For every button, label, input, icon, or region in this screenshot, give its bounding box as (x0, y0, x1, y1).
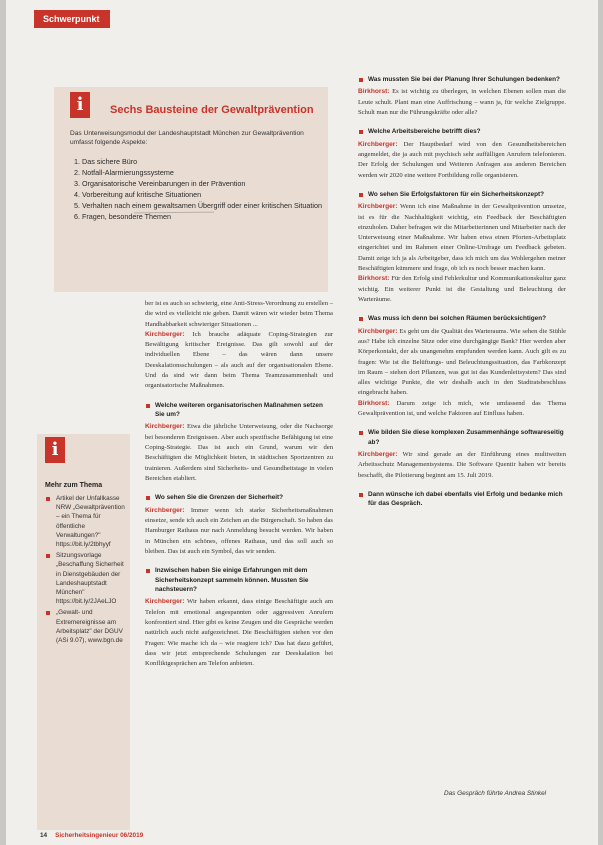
answer-text: Darum zeige ich mich, wie umfassend das Thema Gewaltprävention ist, und welche Faktoren auf Einfluss haben. (358, 399, 567, 418)
info-sidebar (37, 434, 130, 830)
answer-text: Für den Erfolg sind Fehlerkultur und Kommunikationskultur ganz wichtig. Ein weiterer Punkt ist die Gestaltung und Beleuchtung der Warteräume. (358, 275, 566, 303)
speaker-label: Birkhorst: (358, 275, 390, 283)
speaker-label: Birkhorst: (358, 88, 390, 96)
bausteine-list (70, 157, 330, 223)
right-column (358, 75, 566, 512)
paragraph (145, 330, 333, 392)
sidebar-title: Mehr zum Thema (45, 482, 103, 489)
magazine-page (6, 0, 598, 845)
question: Wie bilden Sie diese komplexen Zusammenhänge softwareseitig ab? (358, 428, 566, 447)
answer-text: Wenn ich eine Maßnahme in der Gewaltprävention umsetze, ist es für die Nachhaltigkeit wichtig, ein Feedback der Beschäftigten einzuholen. Daher befragen wir die Mitarbeiterinnen und Mitarbeiter nach der Unterweisung einer Maßnahme. Wir haben etwa einen Pforten-Arbeitsplatz eingerichtet und im Rahmen einer Online-Umfrage um Feedback gebeten. Damit zeige ich ja als Arbeitgeber, dass ich mich um das Wohlergehen meiner Beschäftigten kümmere und frage, ob ich es noch besser machen kann. (358, 203, 566, 273)
list-item: „Gewalt- und Extremereignisse am Arbeitsplatz" der DGUV (ASi 9.07), www.bgn.de (45, 608, 127, 645)
question: Welche Arbeitsbereiche betrifft dies? (358, 127, 566, 136)
magazine-name: Sicherheitsingenieur 06/2019 (55, 832, 144, 839)
paragraph (358, 87, 566, 118)
paragraph (145, 506, 333, 557)
paragraph: ber ist es auch so schwierig, eine Anti-Stress-Verordnung zu erstellen – die wird es vielleicht nie geben. Damit wären wir wieder beim Thema Handhabbarkeit schwieriger Situationen ... (145, 300, 333, 328)
list-item: 5. Verhalten nach einem gewaltsamen Übergriff oder einer kritischen Situation (82, 201, 330, 211)
paragraph (358, 327, 566, 399)
speaker-label: Kirchberger: (145, 330, 185, 338)
speaker-label: Kirchberger: (358, 140, 398, 148)
question: Wo sehen Sie Erfolgsfaktoren für ein Sicherheitskonzept? (358, 190, 566, 199)
speaker-label: Kirchberger: (145, 423, 185, 431)
info-icon: i (70, 92, 90, 118)
section-tag: Schwerpunkt (34, 10, 110, 28)
answer-text: Ich brauche adäquate Coping-Strategien zur Bewältigung kritischer Ereignisse. Das gilt sowohl auf der individuellen Ebene – das wären dann unsere Deeskalationsschulungen – als auch auf der organisationalen Ebene. Und da sind wir dann beim Thema Teamzusammenhalt und organisatorische Maßnahmen. (145, 330, 333, 390)
question: Inzwischen haben Sie einige Erfahrungen mit dem Sicherheitskonzept sammeln können. Mussten Sie nachsteuern? (145, 566, 333, 594)
list-item: Artikel der Unfallkasse NRW „Gewaltprävention – ein Thema für öffentliche Verwaltungen?" https://bit.ly/2tbhyyf (45, 494, 127, 549)
list-item: Sitzungsvorlage „Beschaffung Sicherheit in Dienstgebäuden der Landeshauptstadt München" https://bit.ly/2JAeLJO (45, 551, 127, 606)
answer-text: Der Hauptbedarf wird von den Gesundheitsbereichen angemeldet, die ja auch mit psychisch sehr auffälligen Anrufern telefonieren. Der Erfolg der Schulungen und Weiteren Anfragen aus anderen Bereichen werden wir 2020 eine weitere Fortbildung rolle organisieren. (358, 140, 566, 179)
question: Wo sehen Sie die Grenzen der Sicherheit? (145, 493, 333, 502)
answer-text: Immer wenn ich starke Sicherheitsmaßnahmen einsetze, sende ich auch ein Zeichen an die Bürgerschaft. So haben das Hamburger Rathaus nur nach Anmeldung besucht werden. Wir haben in München ein schönes, offenes Rathaus, und das soll auch so bleiben. Das ist auch ein Symbol, das wir senden. (145, 506, 333, 555)
interview-credit: Das Gespräch führte Andrea Stinkel (444, 790, 547, 797)
answer-text: Es geht um die Qualität des Warteraums. Wie sehen die Stühle aus? Habe ich einzelne Sitze oder eine durchgängige Bank? Hier werden aber Körperkontakt, der als unangenehm empfunden werden kann. Auch gilt es zu fragen: Wie ist die Belüftungs- und Beleuchtungssituation, das Farbkonzept im Raum – stehen dort Pflanzen, was gut ist das Kundenleitsystem? Das sind alles wichtige Punkte, die wir deshalb auch in den Stadtratsbeschluss eingebracht haben. (358, 327, 566, 397)
info-box-bausteine (54, 87, 328, 292)
answer-text: Wir sind gerade an der Einführung eines multiweiten Arbeitsschutz Managementsystems. Die Software Quentir haben wir bereits beschafft, die Pilotierung beginnt am 15. Juli 2019. (358, 451, 567, 479)
paragraph (358, 450, 566, 481)
list-item: 4. Vorbereitung auf kritische Situationen (82, 190, 330, 200)
answer-text: Es ist wichtig zu überlegen, in welchen Ebenen sollen man die Leute schult. Plant man eine Auffrischung – wann ja, für welche Zielgruppe. Schult man nur die Führungskräfte oder alle? (358, 88, 566, 116)
info-box-intro: Das Unterweisungsmodul der Landeshauptstadt München zur Gewaltprävention umfasst folgende Aspekte: (70, 130, 304, 146)
info-box-title: Sechs Bausteine der Gewaltprävention (110, 104, 314, 116)
paragraph (358, 140, 566, 181)
list-item: 1. Das sichere Büro (82, 157, 330, 167)
speaker-label: Kirchberger: (358, 203, 398, 211)
answer-text: Wir haben erkannt, dass einige Beschäftigte auch am Telefon mit emotional angespannten oder aggressiven Anrufern konfrontiert sind. Hier gibt es keine Zeugen und die Gespräche werden natürlich auch nicht aufgezeichnet. Die Beschäftigten stehen vor den Fragen: Wie mache ich da – wie reagiere ich? Das hat dazu geführt, dass wir jetzt entsprechende Schulungen zur Deeskalation bei Konfliktgesprächen am Telefon anbieten. (145, 598, 333, 668)
speaker-label: Birkhorst: (358, 399, 390, 407)
speaker-label: Kirchberger: (145, 598, 185, 606)
speaker-label: Kirchberger: (145, 506, 185, 514)
paragraph (145, 597, 333, 669)
question: Was mussten Sie bei der Planung Ihrer Schulungen bedenken? (358, 75, 566, 84)
info-icon: i (45, 437, 65, 463)
list-item: 6. Fragen, besondere Themen (82, 212, 330, 222)
speaker-label: Kirchberger: (358, 327, 398, 335)
question: Dann wünsche ich dabei ebenfalls viel Erfolg und bedanke mich für das Gespräch. (358, 490, 566, 509)
paragraph (358, 399, 566, 420)
paragraph (358, 274, 566, 305)
list-item: 2. Notfall-Alarmierungssysteme (82, 168, 330, 178)
paragraph (145, 422, 333, 484)
answer-text: Etwa die jährliche Unterweisung, oder die Nachsorge bei besonderen Ereignissen. Aber auch spezifische Befähigung ist eine Coping-Strategie. Das ist auch ein Grund, warum wir den Beschäftigten die Möglichkeit bieten, in städtischen Sportzentren zu trainieren. Außerdem sind Sicherheits- und Gesundheitstage in vielen Bereichen etabliert. (145, 423, 333, 482)
paragraph (358, 202, 566, 274)
page-footer (40, 832, 143, 839)
middle-column (145, 299, 333, 669)
speaker-label: Kirchberger: (358, 451, 398, 459)
sidebar-list (45, 494, 127, 647)
page-number: 14 (40, 832, 48, 839)
question: Was muss ich denn bei solchen Räumen berücksichtigen? (358, 314, 566, 323)
list-item: 3. Organisatorische Vereinbarungen in der Prävention (82, 179, 330, 189)
question: Welche weiteren organisatorischen Maßnahmen setzen Sie um? (145, 401, 333, 420)
